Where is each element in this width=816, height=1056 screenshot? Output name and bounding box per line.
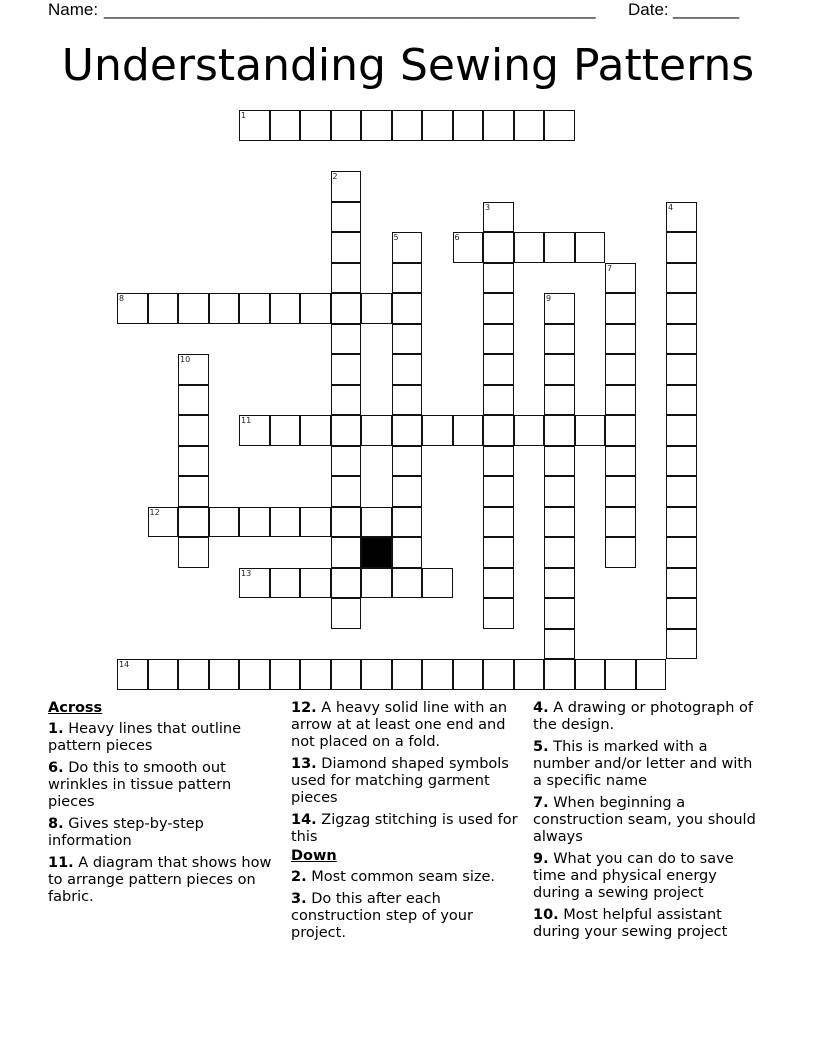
grid-cell[interactable] — [331, 110, 362, 141]
grid-cell[interactable] — [392, 537, 423, 568]
down-heading: Down — [291, 848, 337, 864]
grid-cell[interactable] — [209, 507, 240, 538]
name-label: Name: — [48, 0, 99, 19]
grid-cell[interactable] — [483, 202, 514, 233]
page-title: Understanding Sewing Patterns — [61, 40, 755, 91]
grid-cell[interactable] — [392, 232, 423, 263]
grid-cell[interactable] — [483, 598, 514, 629]
grid-cell[interactable] — [483, 110, 514, 141]
grid-cell[interactable] — [605, 507, 636, 538]
grid-cell[interactable] — [392, 659, 423, 690]
grid-cell[interactable] — [361, 659, 392, 690]
grid-cell[interactable] — [117, 293, 148, 324]
grid-cell[interactable] — [544, 659, 575, 690]
grid-cell[interactable] — [514, 232, 545, 263]
grid-cell[interactable] — [331, 171, 362, 202]
grid-cell[interactable] — [666, 324, 697, 355]
grid-cell[interactable] — [544, 598, 575, 629]
grid-cell[interactable] — [392, 263, 423, 294]
grid-cell[interactable] — [148, 293, 179, 324]
grid-cell[interactable] — [392, 385, 423, 416]
grid-cell[interactable] — [392, 568, 423, 599]
grid-cell[interactable] — [483, 263, 514, 294]
grid-cell[interactable] — [666, 232, 697, 263]
clue-number: 8 — [119, 294, 125, 303]
grid-cell[interactable] — [666, 629, 697, 660]
name-field[interactable]: ____________________________________________________ — [104, 0, 596, 19]
grid-cell[interactable] — [178, 385, 209, 416]
grid-cell[interactable] — [544, 385, 575, 416]
grid-cell[interactable] — [178, 446, 209, 477]
grid-cell[interactable] — [239, 110, 270, 141]
clues-column-3 — [533, 700, 758, 946]
clue-across-11: 11. A diagram that shows how to arrange pattern pieces on fabric. — [48, 855, 272, 905]
clue-number: 13 — [241, 568, 252, 578]
grid-cell[interactable] — [483, 354, 514, 385]
grid-cell[interactable] — [483, 568, 514, 599]
grid-cell[interactable] — [178, 293, 209, 324]
grid-cell[interactable] — [544, 629, 575, 660]
grid-cell[interactable] — [483, 476, 514, 507]
grid-cell[interactable] — [453, 110, 484, 141]
grid-cell[interactable] — [331, 263, 362, 294]
grid-cell[interactable] — [483, 659, 514, 690]
grid-cell[interactable] — [544, 537, 575, 568]
grid-cell[interactable] — [544, 110, 575, 141]
grid-cell[interactable] — [605, 537, 636, 568]
grid-cell[interactable] — [666, 385, 697, 416]
grid-cell[interactable] — [666, 476, 697, 507]
grid-cell[interactable] — [392, 354, 423, 385]
grid-cell[interactable] — [209, 659, 240, 690]
grid-cell[interactable] — [178, 476, 209, 507]
grid-cell[interactable] — [666, 293, 697, 324]
grid-cell[interactable] — [453, 659, 484, 690]
grid-cell[interactable] — [575, 415, 606, 446]
grid-cell[interactable] — [239, 415, 270, 446]
grid-cell[interactable] — [636, 659, 667, 690]
grid-cell[interactable] — [605, 476, 636, 507]
clue-number: 1 — [241, 111, 247, 120]
grid-cell[interactable] — [666, 446, 697, 477]
grid-cell[interactable] — [544, 568, 575, 599]
grid-cell[interactable] — [300, 568, 331, 599]
grid-cell[interactable] — [148, 507, 179, 538]
grid-cell[interactable] — [483, 507, 514, 538]
grid-cell[interactable] — [544, 446, 575, 477]
grid-cell[interactable] — [453, 232, 484, 263]
grid-cell[interactable] — [483, 385, 514, 416]
grid-cell[interactable] — [331, 415, 362, 446]
grid-cell[interactable] — [209, 293, 240, 324]
grid-cell[interactable] — [575, 232, 606, 263]
clue-down-7: 7. When beginning a construction seam, you should always — [533, 795, 756, 845]
clue-across-1: 1. Heavy lines that outline pattern pieces — [48, 721, 242, 754]
grid-cell[interactable] — [331, 476, 362, 507]
grid-cell[interactable] — [178, 507, 209, 538]
grid-cell[interactable] — [331, 598, 362, 629]
clue-number: 5 — [393, 233, 399, 242]
grid-cell[interactable] — [239, 507, 270, 538]
grid-cell[interactable] — [300, 293, 331, 324]
clue-across-14: 14. Zigzag stitching is used for this — [291, 812, 518, 845]
grid-cell[interactable] — [666, 415, 697, 446]
grid-cell[interactable] — [483, 232, 514, 263]
grid-cell[interactable] — [544, 415, 575, 446]
black-cell — [361, 537, 392, 568]
grid-cell[interactable] — [178, 354, 209, 385]
clue-number: 12 — [149, 507, 160, 517]
clue-number: 4 — [668, 202, 674, 212]
grid-cell[interactable] — [270, 568, 301, 599]
clue-down-3: 3. Do this after each construction step of your project. — [291, 891, 473, 941]
clue-across-12: 12. A heavy solid line with an arrow at at least one end and not placed on a fold. — [291, 700, 508, 750]
grid-cell[interactable] — [300, 110, 331, 141]
grid-cell[interactable] — [331, 232, 362, 263]
grid-cell[interactable] — [270, 110, 301, 141]
clue-down-10: 10. Most helpful assistant during your sewing project — [533, 907, 728, 940]
grid-cell[interactable] — [361, 568, 392, 599]
grid-cell[interactable] — [666, 354, 697, 385]
grid-cell[interactable] — [392, 110, 423, 141]
grid-cell[interactable] — [270, 415, 301, 446]
grid-cell[interactable] — [605, 263, 636, 294]
grid-cell[interactable] — [361, 293, 392, 324]
grid-cell[interactable] — [666, 202, 697, 233]
grid-cell[interactable] — [392, 293, 423, 324]
grid-cell[interactable] — [331, 507, 362, 538]
grid-cell[interactable] — [666, 568, 697, 599]
grid-cell[interactable] — [331, 446, 362, 477]
grid-cell[interactable] — [239, 293, 270, 324]
grid-cell[interactable] — [575, 659, 606, 690]
grid-cell[interactable] — [605, 659, 636, 690]
clue-number: 11 — [241, 416, 252, 425]
grid-cell[interactable] — [453, 415, 484, 446]
grid-cell[interactable] — [270, 293, 301, 324]
grid-cell[interactable] — [483, 324, 514, 355]
grid-cell[interactable] — [300, 659, 331, 690]
clues-column-2 — [291, 700, 521, 947]
grid-cell[interactable] — [270, 659, 301, 690]
grid-cell[interactable] — [148, 659, 179, 690]
grid-cell[interactable] — [422, 415, 453, 446]
clue-down-4: 4. A drawing or photograph of the design. — [533, 700, 753, 733]
grid-cell[interactable] — [300, 507, 331, 538]
grid-cell[interactable] — [422, 568, 453, 599]
date-field[interactable]: _______ — [673, 0, 740, 19]
grid-cell[interactable] — [239, 659, 270, 690]
grid-cell[interactable] — [178, 659, 209, 690]
grid-cell[interactable] — [392, 476, 423, 507]
grid-cell[interactable] — [666, 507, 697, 538]
grid-cell[interactable] — [544, 476, 575, 507]
grid-cell[interactable] — [544, 354, 575, 385]
grid-cell[interactable] — [483, 537, 514, 568]
grid-cell[interactable] — [300, 415, 331, 446]
grid-cell[interactable] — [544, 232, 575, 263]
clue-number: 14 — [119, 660, 130, 669]
clues-column-1 — [48, 700, 273, 911]
grid-cell[interactable] — [178, 415, 209, 446]
grid-cell[interactable] — [331, 568, 362, 599]
grid-cell[interactable] — [178, 537, 209, 568]
grid-cell[interactable] — [331, 354, 362, 385]
grid-cell[interactable] — [331, 537, 362, 568]
grid-cell[interactable] — [361, 110, 392, 141]
grid-cell[interactable] — [483, 293, 514, 324]
grid-cell[interactable] — [331, 659, 362, 690]
grid-cell[interactable] — [270, 507, 301, 538]
grid-cell[interactable] — [483, 446, 514, 477]
grid-cell[interactable] — [605, 415, 636, 446]
grid-cell[interactable] — [331, 324, 362, 355]
clue-down-9: 9. What you can do to save time and physical energy during a sewing project — [533, 851, 734, 901]
grid-cell[interactable] — [361, 415, 392, 446]
grid-cell[interactable] — [331, 385, 362, 416]
grid-cell[interactable] — [392, 415, 423, 446]
clue-number: 6 — [454, 233, 460, 242]
grid-cell[interactable] — [239, 568, 270, 599]
grid-cell[interactable] — [422, 110, 453, 141]
clue-across-6: 6. Do this to smooth out wrinkles in tissue pattern pieces — [48, 760, 232, 810]
grid-cell[interactable] — [544, 507, 575, 538]
grid-cell[interactable] — [422, 659, 453, 690]
grid-cell[interactable] — [666, 598, 697, 629]
clue-down-2: 2. Most common seam size. — [291, 869, 496, 885]
grid-cell[interactable] — [361, 507, 392, 538]
grid-cell[interactable] — [605, 293, 636, 324]
date-label: Date: — [628, 0, 669, 19]
clue-across-13: 13. Diamond shaped symbols used for matching garment pieces — [291, 756, 509, 806]
clue-down-5: 5. This is marked with a number and/or letter and with a specific name — [533, 739, 753, 789]
grid-cell[interactable] — [392, 446, 423, 477]
grid-cell[interactable] — [331, 293, 362, 324]
across-heading: Across — [48, 700, 103, 716]
grid-cell[interactable] — [605, 385, 636, 416]
clue-number: 3 — [485, 202, 491, 212]
clue-number: 7 — [607, 263, 613, 273]
clue-number: 10 — [180, 355, 191, 364]
grid-cell[interactable] — [331, 202, 362, 233]
grid-cell[interactable] — [514, 110, 545, 141]
grid-cell[interactable] — [117, 659, 148, 690]
grid-cell[interactable] — [514, 415, 545, 446]
clue-number: 9 — [546, 294, 552, 303]
grid-cell[interactable] — [605, 446, 636, 477]
grid-cell[interactable] — [544, 293, 575, 324]
clue-number: 2 — [332, 172, 338, 181]
grid-cell[interactable] — [666, 537, 697, 568]
grid-cell[interactable] — [392, 324, 423, 355]
clue-across-8: 8. Gives step-by-step information — [48, 816, 204, 849]
grid-cell[interactable] — [605, 324, 636, 355]
grid-cell[interactable] — [392, 507, 423, 538]
grid-cell[interactable] — [605, 354, 636, 385]
grid-cell[interactable] — [483, 415, 514, 446]
grid-cell[interactable] — [514, 659, 545, 690]
grid-cell[interactable] — [544, 324, 575, 355]
grid-cell[interactable] — [666, 263, 697, 294]
